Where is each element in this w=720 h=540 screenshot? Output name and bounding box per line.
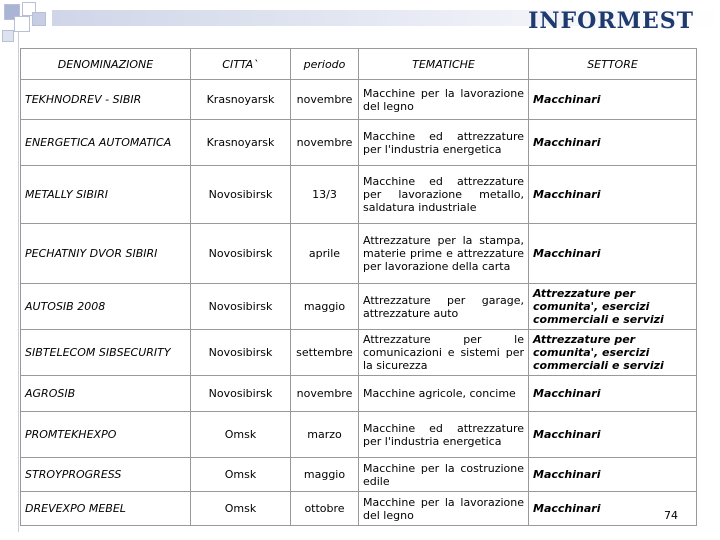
cell-name: SIBTELECOM SIBSECURITY xyxy=(21,330,191,376)
cell-period: novembre xyxy=(291,120,359,166)
cell-topics: Attrezzature per la stampa, materie prime e attrezzature per lavorazione della carta xyxy=(359,224,529,284)
cell-name: PECHATNIY DVOR SIBIRI xyxy=(21,224,191,284)
cell-sector: Macchinari xyxy=(529,492,697,526)
cell-period: novembre xyxy=(291,376,359,412)
cell-period: maggio xyxy=(291,458,359,492)
decorative-rule xyxy=(18,32,19,532)
cell-sector: Macchinari xyxy=(529,80,697,120)
cell-sector: Macchinari xyxy=(529,120,697,166)
cell-city: Omsk xyxy=(191,412,291,458)
cell-city: Novosibirsk xyxy=(191,376,291,412)
decorative-square xyxy=(32,12,46,26)
cell-city: Omsk xyxy=(191,458,291,492)
table-row xyxy=(21,120,697,166)
cell-name: STROYPROGRESS xyxy=(21,458,191,492)
table-row xyxy=(21,80,697,120)
cell-sector: Macchinari xyxy=(529,376,697,412)
column-header-settore: SETTORE xyxy=(529,49,697,80)
cell-name: PROMTEKHEXPO xyxy=(21,412,191,458)
cell-period: ottobre xyxy=(291,492,359,526)
column-header-denominazione: DENOMINAZIONE xyxy=(21,49,191,80)
cell-period: settembre xyxy=(291,330,359,376)
table-row xyxy=(21,492,697,526)
table-row xyxy=(21,412,697,458)
cell-topics: Macchine per la lavorazione del legno xyxy=(359,492,529,526)
cell-period: marzo xyxy=(291,412,359,458)
cell-topics: Attrezzature per garage, attrezzature auto xyxy=(359,284,529,330)
cell-sector: Macchinari xyxy=(529,224,697,284)
decorative-square xyxy=(2,30,14,42)
page-number: 74 xyxy=(664,509,678,522)
decorative-square xyxy=(14,16,30,32)
table-header-row xyxy=(21,49,697,80)
column-header-citta: CITTA` xyxy=(191,49,291,80)
cell-city: Krasnoyarsk xyxy=(191,80,291,120)
cell-city: Novosibirsk xyxy=(191,166,291,224)
cell-name: AUTOSIB 2008 xyxy=(21,284,191,330)
cell-topics: Macchine per la costruzione edile xyxy=(359,458,529,492)
cell-period: maggio xyxy=(291,284,359,330)
cell-city: Krasnoyarsk xyxy=(191,120,291,166)
table-row xyxy=(21,224,697,284)
cell-period: 13/3 xyxy=(291,166,359,224)
cell-period: aprile xyxy=(291,224,359,284)
cell-name: AGROSIB xyxy=(21,376,191,412)
table-row xyxy=(21,166,697,224)
cell-sector: Attrezzature per comunita', esercizi commerciali e servizi xyxy=(529,284,697,330)
fairs-table xyxy=(20,48,697,526)
cell-city: Novosibirsk xyxy=(191,330,291,376)
cell-name: METALLY SIBIRI xyxy=(21,166,191,224)
cell-name: TEKHNODREV - SIBIR xyxy=(21,80,191,120)
table-row xyxy=(21,284,697,330)
cell-topics: Macchine ed attrezzature per lavorazione metallo, saldatura industriale xyxy=(359,166,529,224)
cell-name: DREVEXPO MEBEL xyxy=(21,492,191,526)
cell-name: ENERGETICA AUTOMATICA xyxy=(21,120,191,166)
cell-city: Omsk xyxy=(191,492,291,526)
cell-city: Novosibirsk xyxy=(191,284,291,330)
cell-sector: Attrezzature per comunita', esercizi commerciali e servizi xyxy=(529,330,697,376)
table-row xyxy=(21,458,697,492)
cell-city: Novosibirsk xyxy=(191,224,291,284)
column-header-tematiche: TEMATICHE xyxy=(359,49,529,80)
cell-topics: Attrezzature per le comunicazioni e sistemi per la sicurezza xyxy=(359,330,529,376)
table-row xyxy=(21,330,697,376)
cell-topics: Macchine ed attrezzature per l'industria energetica xyxy=(359,412,529,458)
table-row xyxy=(21,376,697,412)
cell-sector: Macchinari xyxy=(529,458,697,492)
column-header-periodo: periodo xyxy=(291,49,359,80)
cell-topics: Macchine ed attrezzature per l'industria energetica xyxy=(359,120,529,166)
informest-logo: INFORMEST xyxy=(528,8,694,34)
cell-period: novembre xyxy=(291,80,359,120)
cell-topics: Macchine agricole, concime xyxy=(359,376,529,412)
cell-sector: Macchinari xyxy=(529,412,697,458)
cell-sector: Macchinari xyxy=(529,166,697,224)
cell-topics: Macchine per la lavorazione del legno xyxy=(359,80,529,120)
